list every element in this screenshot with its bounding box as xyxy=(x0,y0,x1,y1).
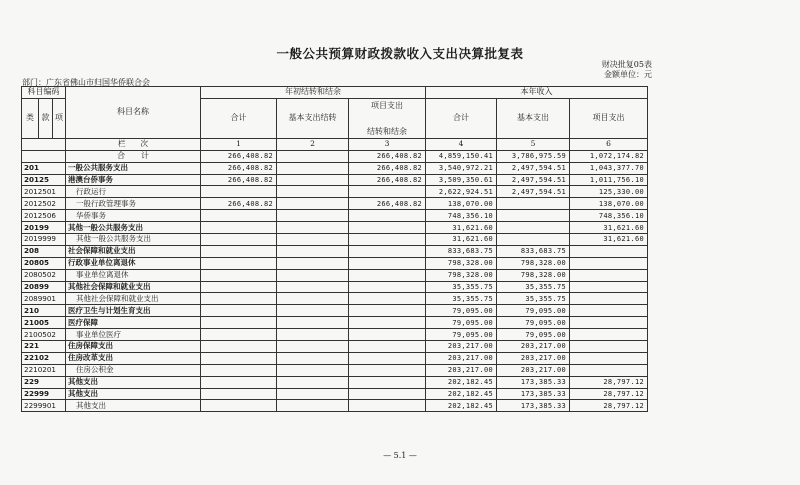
subject-name: 一般公共服务支出 xyxy=(66,162,201,174)
header-subject-code: 科目编码 xyxy=(22,87,66,99)
subject-code: 20199 xyxy=(22,222,66,234)
column-number-label: 栏 次 xyxy=(66,138,201,150)
subject-name: 一般行政管理事务 xyxy=(66,198,201,210)
col-no-2: 2 xyxy=(277,138,349,150)
amount-cell: 79,095.00 xyxy=(497,329,570,341)
subject-name: 港澳台侨事务 xyxy=(66,174,201,186)
amount-cell xyxy=(201,245,277,257)
amount-cell: 79,095.00 xyxy=(426,305,497,317)
amount-cell: 173,385.33 xyxy=(497,400,570,412)
amount-cell xyxy=(349,210,426,222)
amount-cell: 35,355.75 xyxy=(426,281,497,293)
amount-cell xyxy=(349,352,426,364)
table-row xyxy=(22,269,648,281)
amount-cell xyxy=(349,317,426,329)
amount-cell: 266,408.82 xyxy=(349,174,426,186)
amount-cell: 833,683.75 xyxy=(426,245,497,257)
subject-code: 2019999 xyxy=(22,234,66,246)
amount-cell xyxy=(201,400,277,412)
total-row-label: 合 计 xyxy=(66,150,201,162)
subject-name: 医疗卫生与计划生育支出 xyxy=(66,305,201,317)
subject-code: 210 xyxy=(22,305,66,317)
col-no-6: 6 xyxy=(570,138,648,150)
amount-cell: 28,797.12 xyxy=(570,400,648,412)
subject-name: 医疗保障 xyxy=(66,317,201,329)
header-project-expense: 项目支出 xyxy=(570,98,648,138)
amount-cell xyxy=(277,376,349,388)
amount-cell xyxy=(201,293,277,305)
amount-cell xyxy=(349,245,426,257)
subject-code: 20899 xyxy=(22,281,66,293)
amount-cell xyxy=(277,400,349,412)
amount-cell xyxy=(277,305,349,317)
subject-code: 2100502 xyxy=(22,329,66,341)
subject-code: 2299901 xyxy=(22,400,66,412)
amount-cell: 138,070.00 xyxy=(570,198,648,210)
table-row xyxy=(22,234,648,246)
amount-cell xyxy=(201,257,277,269)
amount-cell xyxy=(570,281,648,293)
table-row xyxy=(22,281,648,293)
amount-cell xyxy=(277,293,349,305)
subject-code: 221 xyxy=(22,341,66,353)
header-income-total: 合计 xyxy=(426,98,497,138)
col-no-5: 5 xyxy=(497,138,570,150)
amount-cell xyxy=(349,329,426,341)
amount-cell: 748,356.10 xyxy=(570,210,648,222)
amount-cell: 798,328.00 xyxy=(426,257,497,269)
amount-cell: 266,408.82 xyxy=(201,162,277,174)
header-basic-expense: 基本支出 xyxy=(497,98,570,138)
amount-cell: 1,043,377.70 xyxy=(570,162,648,174)
amount-cell: 2,622,924.51 xyxy=(426,186,497,198)
amount-cell xyxy=(570,257,648,269)
amount-cell xyxy=(201,186,277,198)
amount-cell: 266,408.82 xyxy=(201,198,277,210)
subject-code: 201 xyxy=(22,162,66,174)
header-kuan: 款 xyxy=(39,98,53,138)
amount-cell xyxy=(201,222,277,234)
blank-cell xyxy=(22,138,66,150)
amount-cell: 79,095.00 xyxy=(426,329,497,341)
amount-cell xyxy=(570,305,648,317)
amount-cell xyxy=(201,388,277,400)
amount-cell: 173,385.33 xyxy=(497,376,570,388)
amount-cell: 173,385.33 xyxy=(497,388,570,400)
amount-cell xyxy=(277,329,349,341)
amount-cell xyxy=(201,210,277,222)
blank-cell xyxy=(22,150,66,162)
table-row xyxy=(22,186,648,198)
subject-code: 2012502 xyxy=(22,198,66,210)
subject-name: 其他社会保障和就业支出 xyxy=(66,293,201,305)
subject-code: 2089901 xyxy=(22,293,66,305)
page-number: — 5.1 — xyxy=(383,451,417,460)
amount-cell xyxy=(277,352,349,364)
amount-cell xyxy=(201,364,277,376)
amount-cell xyxy=(349,341,426,353)
amount-cell xyxy=(201,317,277,329)
amount-cell: 266,408.82 xyxy=(201,174,277,186)
amount-cell: 31,621.60 xyxy=(426,222,497,234)
amount-cell: 31,621.60 xyxy=(570,222,648,234)
table-row xyxy=(22,341,648,353)
amount-cell: 203,217.00 xyxy=(497,364,570,376)
amount-cell xyxy=(277,388,349,400)
amount-cell xyxy=(570,317,648,329)
page-title: 一般公共预算财政拨款收入支出决算批复表 xyxy=(276,46,524,61)
amount-cell xyxy=(277,186,349,198)
table-row xyxy=(22,198,648,210)
amount-cell: 1,011,756.10 xyxy=(570,174,648,186)
amount-cell xyxy=(570,245,648,257)
table-row xyxy=(22,245,648,257)
subject-name: 住房保障支出 xyxy=(66,341,201,353)
amount-cell xyxy=(497,198,570,210)
amount-cell xyxy=(277,269,349,281)
amount-cell xyxy=(497,222,570,234)
amount-cell: 748,356.10 xyxy=(426,210,497,222)
table-row xyxy=(22,352,648,364)
subject-name: 社会保障和就业支出 xyxy=(66,245,201,257)
amount-cell xyxy=(201,329,277,341)
header-basic-carryover: 基本支出结转 xyxy=(277,98,349,138)
amount-cell: 202,182.45 xyxy=(426,388,497,400)
subject-name: 行政运行 xyxy=(66,186,201,198)
amount-cell: 203,217.00 xyxy=(426,341,497,353)
header-income-group: 本年收入 xyxy=(426,87,648,99)
total-cell: 3,786,975.59 xyxy=(497,150,570,162)
col-no-4: 4 xyxy=(426,138,497,150)
total-cell: 1,072,174.82 xyxy=(570,150,648,162)
amount-cell xyxy=(349,305,426,317)
department-label: 部门：广东省佛山市归国华侨联合会 xyxy=(22,78,150,87)
amount-cell xyxy=(570,341,648,353)
subject-name: 其他支出 xyxy=(66,388,201,400)
amount-cell xyxy=(349,269,426,281)
amount-cell xyxy=(277,162,349,174)
subject-name: 住房改革支出 xyxy=(66,352,201,364)
amount-cell xyxy=(349,234,426,246)
amount-cell xyxy=(570,269,648,281)
subject-code: 2012506 xyxy=(22,210,66,222)
amount-cell xyxy=(349,400,426,412)
table-row xyxy=(22,364,648,376)
amount-cell: 79,095.00 xyxy=(426,317,497,329)
amount-cell xyxy=(277,222,349,234)
subject-name: 事业单位医疗 xyxy=(66,329,201,341)
amount-cell xyxy=(570,352,648,364)
amount-cell: 798,328.00 xyxy=(497,269,570,281)
header-carryover-group: 年初结转和结余 xyxy=(201,87,426,99)
amount-cell xyxy=(277,364,349,376)
amount-cell xyxy=(201,281,277,293)
table-row xyxy=(22,293,648,305)
amount-cell xyxy=(277,281,349,293)
amount-cell xyxy=(349,293,426,305)
amount-cell: 28,797.12 xyxy=(570,376,648,388)
amount-cell xyxy=(570,293,648,305)
amount-cell: 3,509,350.61 xyxy=(426,174,497,186)
amount-cell: 35,355.75 xyxy=(426,293,497,305)
amount-cell: 28,797.12 xyxy=(570,388,648,400)
table-row xyxy=(22,257,648,269)
amount-cell: 203,217.00 xyxy=(497,341,570,353)
amount-cell xyxy=(349,257,426,269)
budget-table xyxy=(21,86,648,412)
amount-cell: 202,182.45 xyxy=(426,400,497,412)
amount-cell: 2,497,594.51 xyxy=(497,186,570,198)
subject-code: 21005 xyxy=(22,317,66,329)
amount-cell: 203,217.00 xyxy=(497,352,570,364)
amount-cell xyxy=(497,234,570,246)
table-row xyxy=(22,376,648,388)
amount-cell: 35,355.75 xyxy=(497,293,570,305)
table-row xyxy=(22,329,648,341)
amount-cell xyxy=(201,305,277,317)
amount-cell xyxy=(277,245,349,257)
amount-cell: 2,497,594.51 xyxy=(497,174,570,186)
amount-cell xyxy=(497,210,570,222)
subject-name: 其他一般公共服务支出 xyxy=(66,234,201,246)
subject-name: 其他一般公共服务支出 xyxy=(66,222,201,234)
subject-name: 华侨事务 xyxy=(66,210,201,222)
total-cell: 266,408.82 xyxy=(349,150,426,162)
subject-name: 事业单位离退休 xyxy=(66,269,201,281)
table-row xyxy=(22,388,648,400)
table-row xyxy=(22,305,648,317)
subject-name: 住房公积金 xyxy=(66,364,201,376)
amount-cell: 202,182.45 xyxy=(426,376,497,388)
subject-code: 20805 xyxy=(22,257,66,269)
subject-name: 行政事业单位离退休 xyxy=(66,257,201,269)
amount-cell: 833,683.75 xyxy=(497,245,570,257)
amount-cell: 125,330.00 xyxy=(570,186,648,198)
amount-cell: 79,095.00 xyxy=(497,317,570,329)
amount-cell xyxy=(201,341,277,353)
header-lei: 类 xyxy=(22,98,39,138)
amount-cell: 266,408.82 xyxy=(349,198,426,210)
amount-cell: 35,355.75 xyxy=(497,281,570,293)
subject-code: 2080502 xyxy=(22,269,66,281)
amount-cell: 798,328.00 xyxy=(497,257,570,269)
header-xiang: 项 xyxy=(53,98,66,138)
amount-cell xyxy=(570,364,648,376)
subject-code: 208 xyxy=(22,245,66,257)
subject-code: 2210201 xyxy=(22,364,66,376)
col-no-3: 3 xyxy=(349,138,426,150)
header-project-line1: 项目支出 xyxy=(371,100,403,110)
header-project-carryover xyxy=(349,98,426,138)
amount-cell xyxy=(277,234,349,246)
amount-cell xyxy=(349,364,426,376)
amount-cell xyxy=(277,317,349,329)
amount-cell xyxy=(277,198,349,210)
col-no-1: 1 xyxy=(201,138,277,150)
amount-cell xyxy=(201,376,277,388)
amount-cell: 798,328.00 xyxy=(426,269,497,281)
subject-code: 22102 xyxy=(22,352,66,364)
amount-cell: 79,095.00 xyxy=(497,305,570,317)
amount-cell: 266,408.82 xyxy=(349,162,426,174)
amount-cell: 31,621.60 xyxy=(570,234,648,246)
table-row xyxy=(22,162,648,174)
amount-cell xyxy=(201,352,277,364)
amount-cell xyxy=(277,210,349,222)
amount-cell xyxy=(277,341,349,353)
subject-code: 22999 xyxy=(22,388,66,400)
total-cell: 266,408.82 xyxy=(201,150,277,162)
header-carryover-total: 合计 xyxy=(201,98,277,138)
header-project-line2: 结转和结余 xyxy=(367,126,407,136)
subject-name: 其他社会保障和就业支出 xyxy=(66,281,201,293)
table-row xyxy=(22,400,648,412)
amount-cell: 203,217.00 xyxy=(426,364,497,376)
amount-cell xyxy=(349,186,426,198)
subject-code: 20125 xyxy=(22,174,66,186)
table-row xyxy=(22,210,648,222)
table-row xyxy=(22,317,648,329)
total-cell xyxy=(277,150,349,162)
amount-cell: 138,070.00 xyxy=(426,198,497,210)
amount-cell xyxy=(277,174,349,186)
amount-cell: 31,621.60 xyxy=(426,234,497,246)
form-number: 财决批复05表 xyxy=(601,60,652,69)
table-row xyxy=(22,222,648,234)
amount-cell xyxy=(570,329,648,341)
amount-cell xyxy=(349,388,426,400)
amount-cell xyxy=(349,222,426,234)
amount-cell xyxy=(201,269,277,281)
subject-name: 其他支出 xyxy=(66,400,201,412)
amount-cell xyxy=(201,234,277,246)
amount-unit: 金额单位：元 xyxy=(604,70,652,79)
subject-code: 2012501 xyxy=(22,186,66,198)
header-subject-name: 科目名称 xyxy=(66,87,201,139)
amount-cell xyxy=(277,257,349,269)
total-cell: 4,859,150.41 xyxy=(426,150,497,162)
subject-code: 229 xyxy=(22,376,66,388)
table-row xyxy=(22,174,648,186)
amount-cell: 3,540,972.21 xyxy=(426,162,497,174)
amount-cell: 2,497,594.51 xyxy=(497,162,570,174)
amount-cell xyxy=(349,281,426,293)
amount-cell xyxy=(349,376,426,388)
subject-name: 其他支出 xyxy=(66,376,201,388)
amount-cell: 203,217.00 xyxy=(426,352,497,364)
